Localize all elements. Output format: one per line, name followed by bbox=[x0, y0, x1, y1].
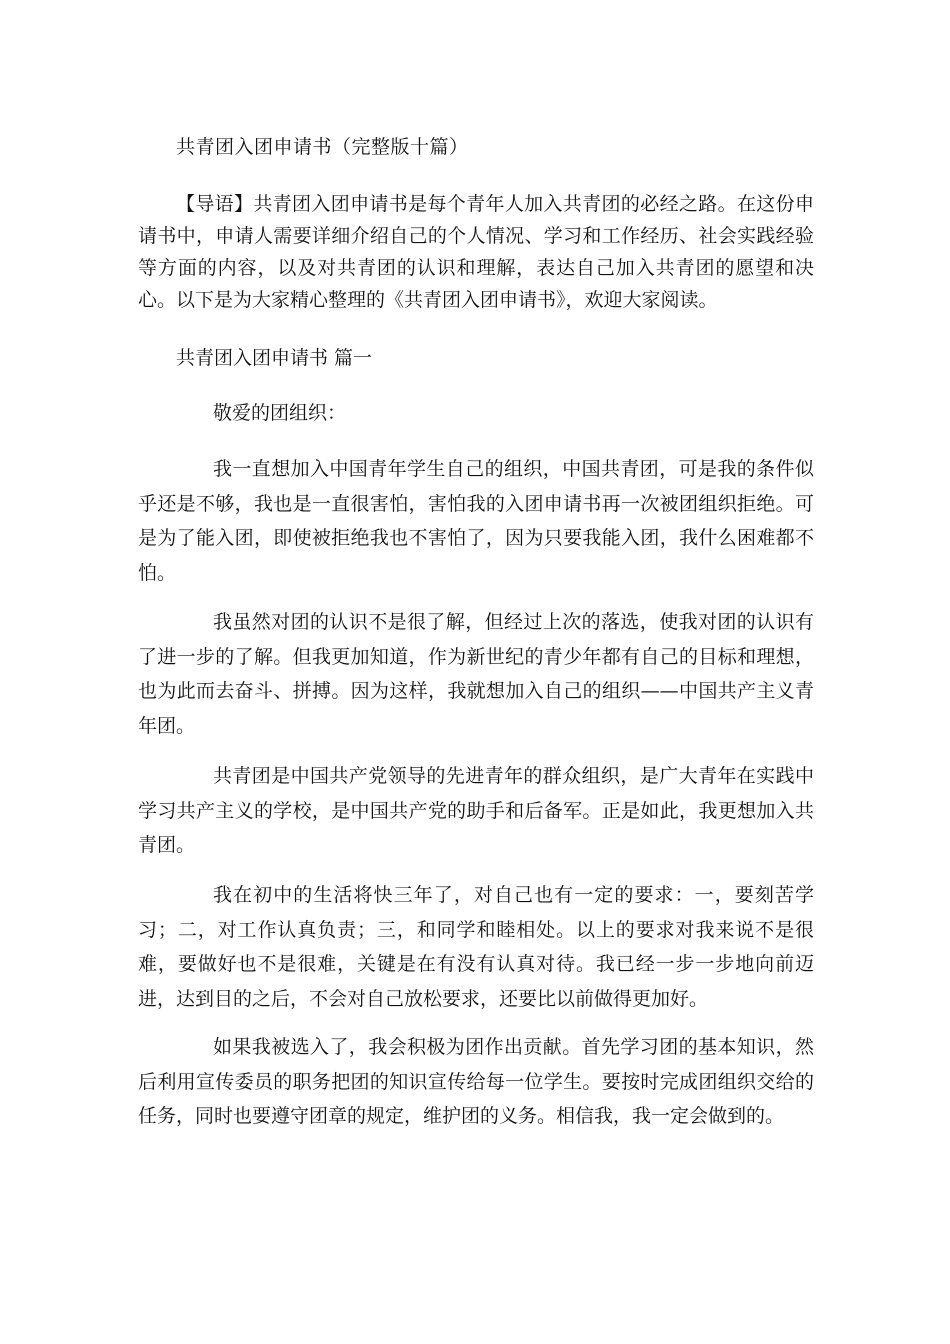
salutation: 敬爱的团组织： bbox=[213, 402, 347, 424]
body-paragraph: 共青团是中国共产党领导的先进青年的群众组织，是广大青年在实践中学习共产主义的学校，是中国共产党的助手和后备军。正是如此，我更想加入共青团。 bbox=[138, 765, 814, 856]
body-paragraph: 我一直想加入中国青年学生自己的组织，中国共青团，可是我的条件似乎还是不够，我也是一直很害怕，害怕我的入团申请书再一次被团组织拒绝。可是为了能入团，即使被拒绝我也不害怕了，因为只要我能入团，我什么困难都不怕。 bbox=[138, 458, 814, 584]
document-title: 共青团入团申请书（完整版十篇） bbox=[176, 136, 469, 158]
body-paragraph: 如果我被选入了，我会积极为团作出贡献。首先学习团的基本知识，然后利用宣传委员的职务把团的知识宣传给每一位学生。要按时完成团组织交给的任务，同时也要遵守团章的规定，维护团的义务。相信我，我一定会做到的。 bbox=[138, 1036, 814, 1127]
intro-paragraph: 【导语】共青团入团申请书是每个青年人加入共青团的必经之路。在这份申请书中，申请人需要详细介绍自己的个人情况、学习和工作经历、社会实践经验等方面的内容，以及对共青团的认识和理解，表达自己加入共青团的愿望和决心。以下是为大家精心整理的《共青团入团申请书》，欢迎大家阅读。 bbox=[138, 193, 814, 311]
body-paragraph: 我虽然对团的认识不是很了解，但经过上次的落选，使我对团的认识有了进一步的了解。但我更加知道，作为新世纪的青少年都有自己的目标和理想，也为此而去奋斗、拼搏。因为这样，我就想加入自己的组织——中国共产主义青年团。 bbox=[138, 611, 814, 737]
body-paragraph: 我在初中的生活将快三年了，对自己也有一定的要求：一，要刻苦学习；二，对工作认真负责；三，和同学和睦相处。以上的要求对我来说不是很难，要做好也不是很难，关键是在有没有认真对待。我已经一步一步地向前迈进，达到目的之后，不会对自己放松要求，还要比以前做得更加好。 bbox=[138, 884, 814, 1010]
section-heading: 共青团入团申请书 篇一 bbox=[176, 347, 373, 369]
